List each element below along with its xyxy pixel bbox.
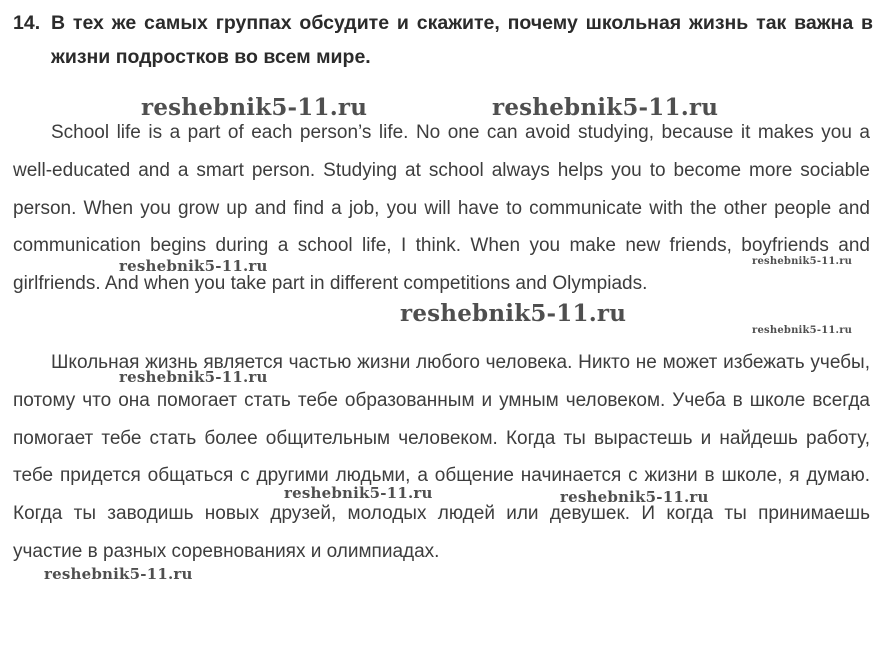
watermark-8: reshebnik5-11.ru — [284, 484, 433, 502]
task-instruction: В тех же самых группах обсудите и скажите, почему школьная жизнь так важна в жизни подростков во всем мире. — [51, 12, 873, 68]
watermark-9: reshebnik5-11.ru — [560, 488, 709, 506]
watermark-6: reshebnik5-11.ru — [752, 325, 853, 336]
watermark-4: reshebnik5-11.ru — [752, 256, 853, 267]
watermark-7: reshebnik5-11.ru — [119, 368, 268, 386]
russian-paragraph: Школьная жизнь является частью жизни любого человека. Никто не может избежать учебы, потому что она помогает стать тебе образованным и умным человеком. Учеба в школе всегда помогает тебе стать более общительным человеком. Когда ты вырастешь и найдешь работу, тебе придется общаться с другими людьми, а общение начинается с жизни в школе, я думаю. Когда ты заводишь новых друзей, молодых людей или девушек. И когда ты принимаешь участие в разных соревнованиях и олимпиадах. — [13, 352, 870, 562]
task-block — [13, 6, 873, 74]
watermark-10: reshebnik5-11.ru — [44, 565, 193, 583]
watermark-3: reshebnik5-11.ru — [119, 257, 268, 275]
watermark-2: reshebnik5-11.ru — [492, 94, 719, 121]
task-number: 14. — [13, 12, 41, 34]
english-paragraph: School life is a part of each person’s life. No one can avoid studying, because it makes you a well-educated and a smart person. Studying at school always helps you to become more sociable person. When you grow up and find a job, you will have to communicate with the other people and communication begins during a school life, I think. When you make new friends, boyfriends and girlfriends. And when you take part in different competitions and Olympiads. — [13, 122, 870, 295]
watermark-1: reshebnik5-11.ru — [141, 94, 368, 121]
watermark-5: reshebnik5-11.ru — [400, 300, 627, 327]
